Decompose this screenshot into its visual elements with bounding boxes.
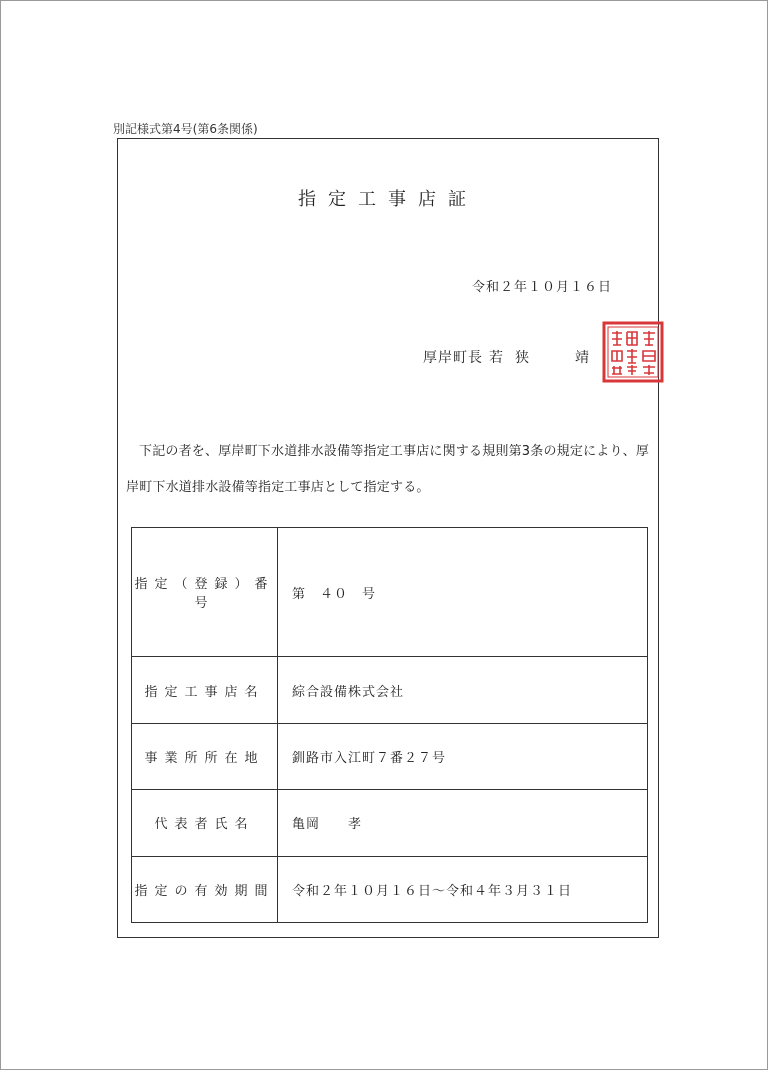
issuer-line bbox=[423, 347, 590, 367]
contractor-name-label: 指定工事店名 bbox=[132, 657, 278, 723]
seal-glyphs bbox=[612, 331, 655, 375]
official-seal-stamp bbox=[602, 321, 664, 383]
issuer-surname: 若狭 bbox=[489, 350, 541, 366]
contractor-info-table bbox=[131, 527, 648, 923]
certificate-title: 指定工事店証 bbox=[298, 189, 478, 210]
issuer-given-name: 靖 bbox=[575, 350, 590, 366]
table-row bbox=[132, 790, 648, 856]
designation-statement: 下記の者を、厚岸町下水道排水設備等指定工事店に関する規則第3条の規定により、厚岸町下水道排水設備等指定工事店として指定する。 bbox=[126, 444, 650, 495]
validity-period-value: 令和２年１０月１６日～令和４年３月３１日 bbox=[278, 856, 648, 922]
issue-date: 令和２年１０月１６日 bbox=[471, 280, 612, 295]
representative-value: 亀岡 孝 bbox=[278, 790, 648, 856]
table-row bbox=[132, 528, 648, 657]
office-address-label: 事業所所在地 bbox=[132, 723, 278, 789]
contractor-name-value: 綜合設備株式会社 bbox=[278, 657, 648, 723]
registration-number-value: 第 ４０ 号 bbox=[278, 528, 648, 657]
issuer-title: 厚岸町長 bbox=[423, 350, 483, 366]
office-address-value: 釧路市入江町７番２７号 bbox=[278, 723, 648, 789]
registration-number-label: 指定（登録）番号 bbox=[132, 528, 278, 657]
validity-period-label: 指定の有効期間 bbox=[132, 856, 278, 922]
representative-label: 代表者氏名 bbox=[132, 790, 278, 856]
certificate-frame bbox=[117, 138, 659, 938]
seal-inner-border bbox=[608, 327, 658, 377]
table-row bbox=[132, 856, 648, 922]
table-row bbox=[132, 657, 648, 723]
form-number-label: 別記様式第4号(第6条関係) bbox=[113, 122, 258, 136]
table-row bbox=[132, 723, 648, 789]
